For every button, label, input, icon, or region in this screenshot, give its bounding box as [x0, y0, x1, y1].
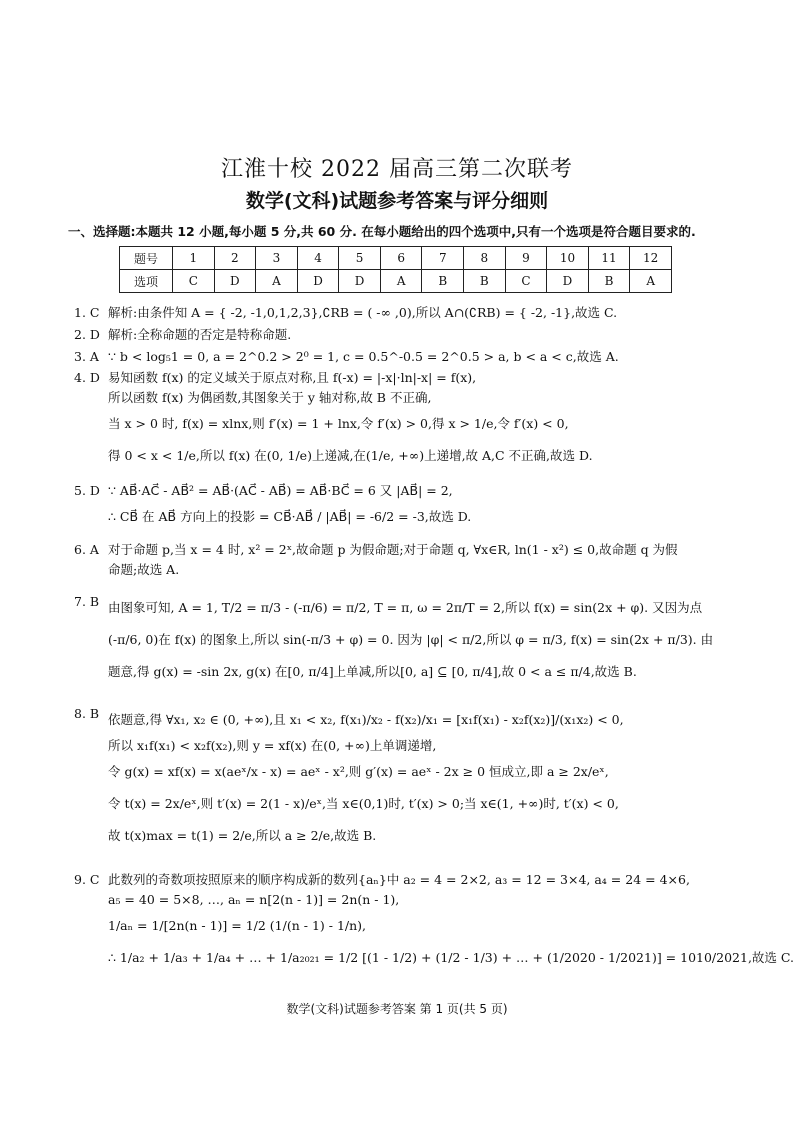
table-cell: B	[464, 270, 506, 293]
solution-line: 1/aₙ = 1/[2n(n - 1)] = 1/2 (1/(n - 1) - 1/n),	[108, 918, 367, 933]
page-footer: 数学(文科)试题参考答案 第 1 页(共 5 页)	[286, 1002, 508, 1016]
question-number: 6. A	[74, 542, 99, 557]
question-6	[74, 540, 764, 580]
solution-line: 解析:全称命题的否定是特称命题.	[108, 327, 292, 342]
table-cell: 12	[630, 247, 672, 270]
question-2	[74, 325, 764, 345]
table-cell: A	[380, 270, 422, 293]
question-number: 4. D	[74, 370, 100, 385]
solution-line: 故 t(x)max = t(1) = 2/e,所以 a ≥ 2/e,故选 B.	[108, 828, 377, 843]
table-cell: 6	[380, 247, 422, 270]
table-cell: 3	[256, 247, 298, 270]
question-8	[74, 704, 764, 852]
table-cell: 10	[547, 247, 589, 270]
question-number: 1. C	[74, 305, 100, 320]
table-cell: A	[256, 270, 298, 293]
table-cell: 9	[505, 247, 547, 270]
solution-line: ∵ AB⃗·AC⃗ - AB⃗² = AB⃗·(AC⃗ - AB⃗) = AB⃗·BC⃗ = 6 又 |AB⃗| = 2,	[108, 483, 453, 498]
table-cell: 4	[297, 247, 339, 270]
table-cell: D	[214, 270, 256, 293]
question-number: 9. C	[74, 872, 100, 887]
table-cell: B	[588, 270, 630, 293]
table-row-options	[120, 270, 672, 293]
question-5	[74, 481, 764, 533]
question-1	[74, 303, 764, 323]
question-9	[74, 870, 794, 974]
page-subtitle: 数学(文科)试题参考答案与评分细则	[245, 190, 549, 212]
table-cell: D	[547, 270, 589, 293]
solution-line: a₅ = 40 = 5×8, …, aₙ = n[2(n - 1)] = 2n(n - 1),	[108, 892, 400, 907]
question-number: 2. D	[74, 327, 100, 342]
table-cell: D	[297, 270, 339, 293]
question-number: 8. B	[74, 706, 100, 721]
solution-line: 令 t(x) = 2x/eˣ,则 t′(x) = 2(1 - x)/eˣ,当 x∈(0,1)时, t′(x) > 0;当 x∈(1, +∞)时, t′(x) < 0,	[108, 796, 619, 811]
solution-line: ∵ b < log₅1 = 0, a = 2^0.2 > 2⁰ = 1, c = 0.5^-0.5 = 2^0.5 > a, b < a < c,故选 A.	[108, 349, 619, 364]
table-cell: 11	[588, 247, 630, 270]
solution-line: 得 0 < x < 1/e,所以 f(x) 在(0, 1/e)上递减,在(1/e, +∞)上递增,故 A,C 不正确,故选 D.	[108, 448, 593, 463]
table-cell: 5	[339, 247, 381, 270]
question-7	[74, 592, 764, 688]
question-number: 5. D	[74, 483, 100, 498]
table-row-numbers	[120, 247, 672, 270]
table-cell: 8	[464, 247, 506, 270]
table-cell: 2	[214, 247, 256, 270]
solution-line: 易知函数 f(x) 的定义域关于原点对称,且 f(-x) = |-x|·ln|-x| = f(x),	[108, 370, 477, 385]
table-cell: B	[422, 270, 464, 293]
solution-line: 解析:由条件知 A = { -2, -1,0,1,2,3},∁RB = ( -∞ ,0),所以 A∩(∁RB) = { -2, -1},故选 C.	[108, 305, 618, 320]
solution-line: 所以 x₁f(x₁) < x₂f(x₂),则 y = xf(x) 在(0, +∞)上单调递增,	[108, 738, 437, 753]
question-4	[74, 368, 764, 472]
answer-table	[119, 246, 672, 293]
table-cell: 7	[422, 247, 464, 270]
solution-line: 题意,得 g(x) = -sin 2x, g(x) 在[0, π/4]上单减,所以[0, a] ⊆ [0, π/4],故 0 < a ≤ π/4,故选 B.	[108, 664, 637, 679]
page-title: 江淮十校 2022 届高三第二次联考	[221, 157, 573, 182]
solution-line: 令 g(x) = xf(x) = x(aeˣ/x - x) = aeˣ - x²,则 g′(x) = aeˣ - 2x ≥ 0 恒成立,即 a ≥ 2x/eˣ,	[108, 764, 609, 779]
solution-line: 所以函数 f(x) 为偶函数,其图象关于 y 轴对称,故 B 不正确,	[108, 390, 432, 405]
solution-line: 对于命题 p,当 x = 4 时, x² = 2ˣ,故命题 p 为假命题;对于命题 q, ∀x∈R, ln(1 - x²) ≤ 0,故命题 q 为假	[108, 542, 678, 557]
solution-line: ∴ 1/a₂ + 1/a₃ + 1/a₄ + … + 1/a₂₀₂₁ = 1/2 [(1 - 1/2) + (1/2 - 1/3) + … + (1/2020 - 1/2021)] = 1010/2021,故选 C.	[108, 950, 794, 965]
solution-line: 命题;故选 A.	[108, 562, 180, 577]
table-cell: C	[173, 270, 215, 293]
solution-line: 依题意,得 ∀x₁, x₂ ∈ (0, +∞),且 x₁ < x₂, f(x₁)/x₂ - f(x₂)/x₁ = [x₁f(x₁) - x₂f(x₂)]/(x₁x₂) < 0,	[108, 712, 624, 727]
question-3	[74, 347, 764, 367]
question-number: 3. A	[74, 349, 99, 364]
solution-line: 当 x > 0 时, f(x) = xlnx,则 f′(x) = 1 + lnx,令 f′(x) > 0,得 x > 1/e,令 f′(x) < 0,	[108, 416, 569, 431]
solution-line: (-π/6, 0)在 f(x) 的图象上,所以 sin(-π/3 + φ) = 0. 因为 |φ| < π/2,所以 φ = π/3, f(x) = sin(2x + π/3). 由	[108, 632, 714, 647]
table-cell: A	[630, 270, 672, 293]
question-number: 7. B	[74, 594, 100, 609]
row-label-numbers: 题号	[120, 247, 173, 270]
solution-line: 由图象可知, A = 1, T/2 = π/3 - (-π/6) = π/2, T = π, ω = 2π/T = 2,所以 f(x) = sin(2x + φ). 又因为点	[108, 600, 703, 615]
table-cell: D	[339, 270, 381, 293]
solution-line: 此数列的奇数项按照原来的顺序构成新的数列{aₙ}中 a₂ = 4 = 2×2, a₃ = 12 = 3×4, a₄ = 24 = 4×6,	[108, 872, 690, 887]
table-cell: C	[505, 270, 547, 293]
section-heading: 一、选择题:本题共 12 小题,每小题 5 分,共 60 分. 在每小题给出的四个选项中,只有一个选项是符合题目要求的.	[68, 224, 696, 239]
table-cell: 1	[173, 247, 215, 270]
solution-line: ∴ CB⃗ 在 AB⃗ 方向上的投影 = CB⃗·AB⃗ / |AB⃗| = -6/2 = -3,故选 D.	[108, 509, 472, 524]
row-label-options: 选项	[120, 270, 173, 293]
